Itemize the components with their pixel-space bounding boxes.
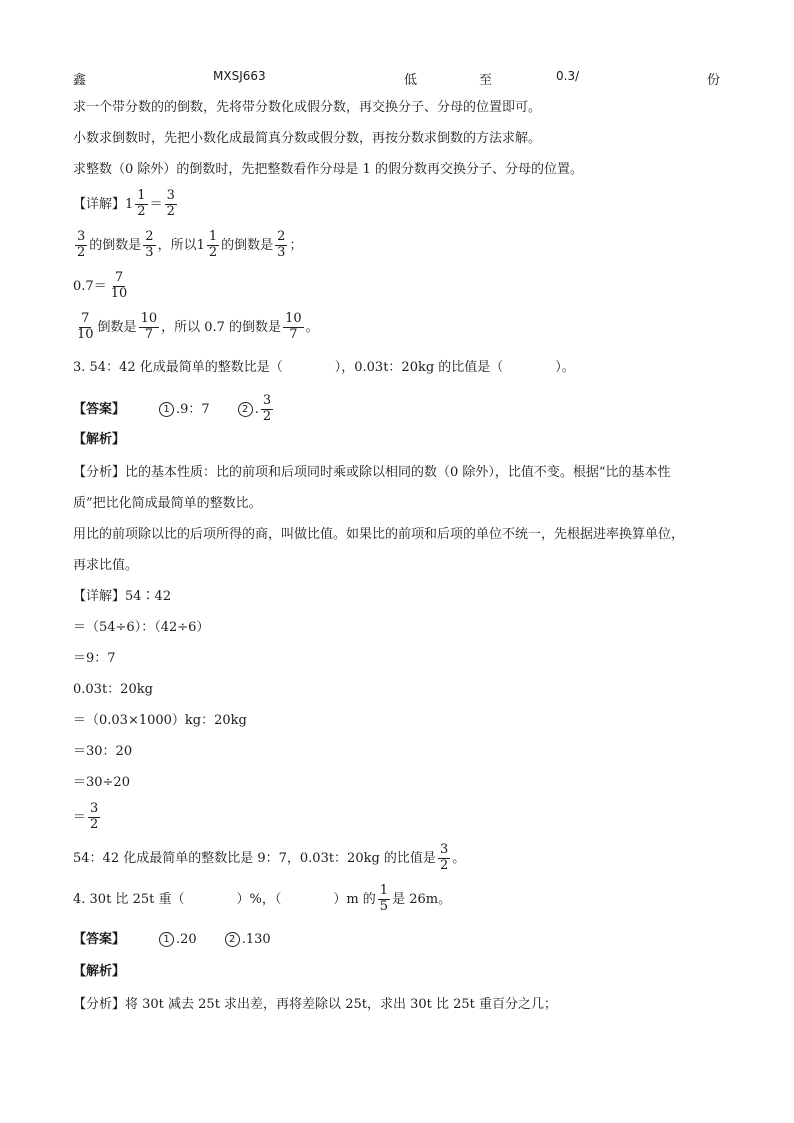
numerator: 1 (379, 883, 389, 898)
denominator: 2 (439, 857, 449, 873)
analysis-label: 【解析】 (73, 964, 126, 979)
method-line: 求一个带分数的的倒数，先将带分数化成假分数，再交换分子、分母的位置即可。 (73, 100, 542, 115)
method-line: 小数求倒数时，先把小数化成最简真分数或假分数，再按分数求倒数的方法求解。 (73, 131, 542, 146)
denominator: 2 (137, 203, 146, 219)
answer-value: .9：7 (176, 401, 210, 417)
detail-line: ＝（0.03×1000）kg：20kg (73, 713, 247, 728)
answer-value: .130 (241, 932, 271, 947)
detail-line (73, 312, 319, 343)
text: 4. 30t 比 25t 重（ ）%，（ ）m 的 (73, 891, 376, 907)
question-3: 3. 54：42 化成最简单的整数比是（ ），0.03t：20kg 的比值是（ ）。 (73, 360, 575, 375)
denominator: 3 (145, 244, 154, 260)
text: ； (289, 237, 303, 253)
detail-line: 【详解】54∶42 (73, 589, 172, 604)
analysis-label: 【解析】 (73, 432, 126, 447)
detail-line (73, 189, 179, 220)
detail-label: 【详解】 (73, 196, 126, 212)
header-cell: 至 (479, 73, 493, 88)
analysis-line: 用比的前项除以比的后项所得的商，叫做比值。如果比的前项和后项的单位不统一，先根据进率换算单位， (73, 527, 685, 542)
text: 。 (452, 850, 466, 866)
denominator: 2 (262, 408, 272, 424)
denominator: 3 (277, 244, 286, 260)
equals: ＝ (149, 196, 163, 212)
header-cell: 份 (707, 73, 721, 88)
detail-line: ＝（54÷6）：（42÷6） (73, 620, 210, 635)
fraction (438, 843, 450, 874)
header-cell: 鑫 (73, 73, 87, 88)
numerator: 1 (208, 229, 218, 244)
detail-line: 0.03t：20kg (73, 682, 153, 697)
denominator: 7 (144, 326, 153, 342)
fraction (88, 802, 100, 833)
analysis-line: 【分析】将 30t 减去 25t 求出差，再将差除以 25t，求出 30t 比 25t 重百分之几； (73, 997, 558, 1012)
numerator: 10 (140, 311, 158, 326)
numerator: 2 (145, 229, 154, 244)
denominator: 2 (208, 244, 218, 260)
detail-line (73, 271, 131, 302)
fraction (109, 271, 130, 302)
text: 倒数是 (97, 319, 137, 335)
fraction (75, 230, 87, 261)
text: . (254, 401, 259, 417)
method-line: 求整数（0 除外）的倒数时，先把整数看作分母是 1 的假分数再交换分子、分母的位置。 (73, 162, 583, 177)
text: 的倒数是 (89, 237, 142, 253)
circled-number: 2 (225, 932, 240, 947)
numerator: 3 (77, 229, 86, 244)
header-cell: 低 (404, 73, 418, 88)
detail-line: ＝30÷20 (73, 775, 130, 790)
fraction (207, 230, 219, 261)
numerator: 3 (90, 801, 99, 816)
analysis-line: 再求比值。 (73, 558, 139, 573)
numerator: 7 (114, 270, 124, 285)
text: 54：42 化成最简单的整数比是 9：7，0.03t：20kg 的比值是 (73, 850, 436, 866)
fraction (165, 189, 177, 220)
mixed-number (125, 189, 150, 220)
fraction (139, 312, 160, 343)
fraction (275, 230, 287, 261)
denominator: 10 (77, 326, 94, 342)
numerator: 2 (277, 229, 286, 244)
text: 的倒数是 (221, 237, 274, 253)
header-cell: MXSJ663 (213, 69, 266, 83)
text: 。 (305, 319, 319, 335)
numerator: 3 (166, 188, 175, 203)
numerator: 3 (439, 842, 449, 857)
text: ，所以 0.7 的倒数是 (161, 319, 282, 335)
numerator: 7 (81, 311, 90, 326)
detail-line (73, 802, 102, 833)
denominator: 2 (166, 203, 175, 219)
detail-line: ＝9：7 (73, 651, 116, 666)
conclusion-line (73, 843, 465, 874)
mixed-number (197, 230, 222, 261)
detail-line: ＝30：20 (73, 744, 133, 759)
fraction (261, 394, 273, 425)
analysis-line: 【分析】比的基本性质：比的前项和后项同时乘或除以相同的数（0 除外），比值不变。根据“比的基本性 (73, 465, 671, 480)
text: 是 26m。 (392, 891, 452, 907)
denominator: 2 (90, 816, 99, 832)
fraction (75, 312, 96, 343)
answer-value: .20 (176, 932, 197, 947)
denominator: 10 (110, 285, 128, 301)
numerator: 1 (137, 188, 146, 203)
question-4 (73, 884, 451, 915)
equals: ＝ (73, 809, 87, 825)
denominator: 2 (77, 244, 86, 260)
text: ，所以 (157, 237, 197, 253)
detail-line (73, 230, 302, 261)
answer-label: 【答案】 (73, 401, 126, 417)
fraction (135, 189, 147, 220)
whole-part: 1 (196, 237, 205, 253)
fraction (378, 884, 390, 915)
circled-number: 1 (159, 932, 174, 947)
answer-label: 【答案】 (73, 932, 126, 947)
answer-line (73, 932, 271, 947)
denominator: 5 (379, 898, 389, 914)
numerator: 3 (262, 393, 272, 408)
circled-number: 2 (238, 402, 253, 417)
fraction (283, 312, 304, 343)
analysis-line: 质”把比化简成最简单的整数比。 (73, 496, 262, 511)
answer-line (73, 394, 275, 425)
text: 0.7＝ (73, 278, 107, 294)
denominator: 7 (289, 326, 298, 342)
circled-number: 1 (159, 402, 174, 417)
header-cell: 0.3/ (556, 69, 580, 83)
fraction (143, 230, 155, 261)
whole-part: 1 (125, 196, 134, 212)
numerator: 10 (285, 311, 302, 326)
